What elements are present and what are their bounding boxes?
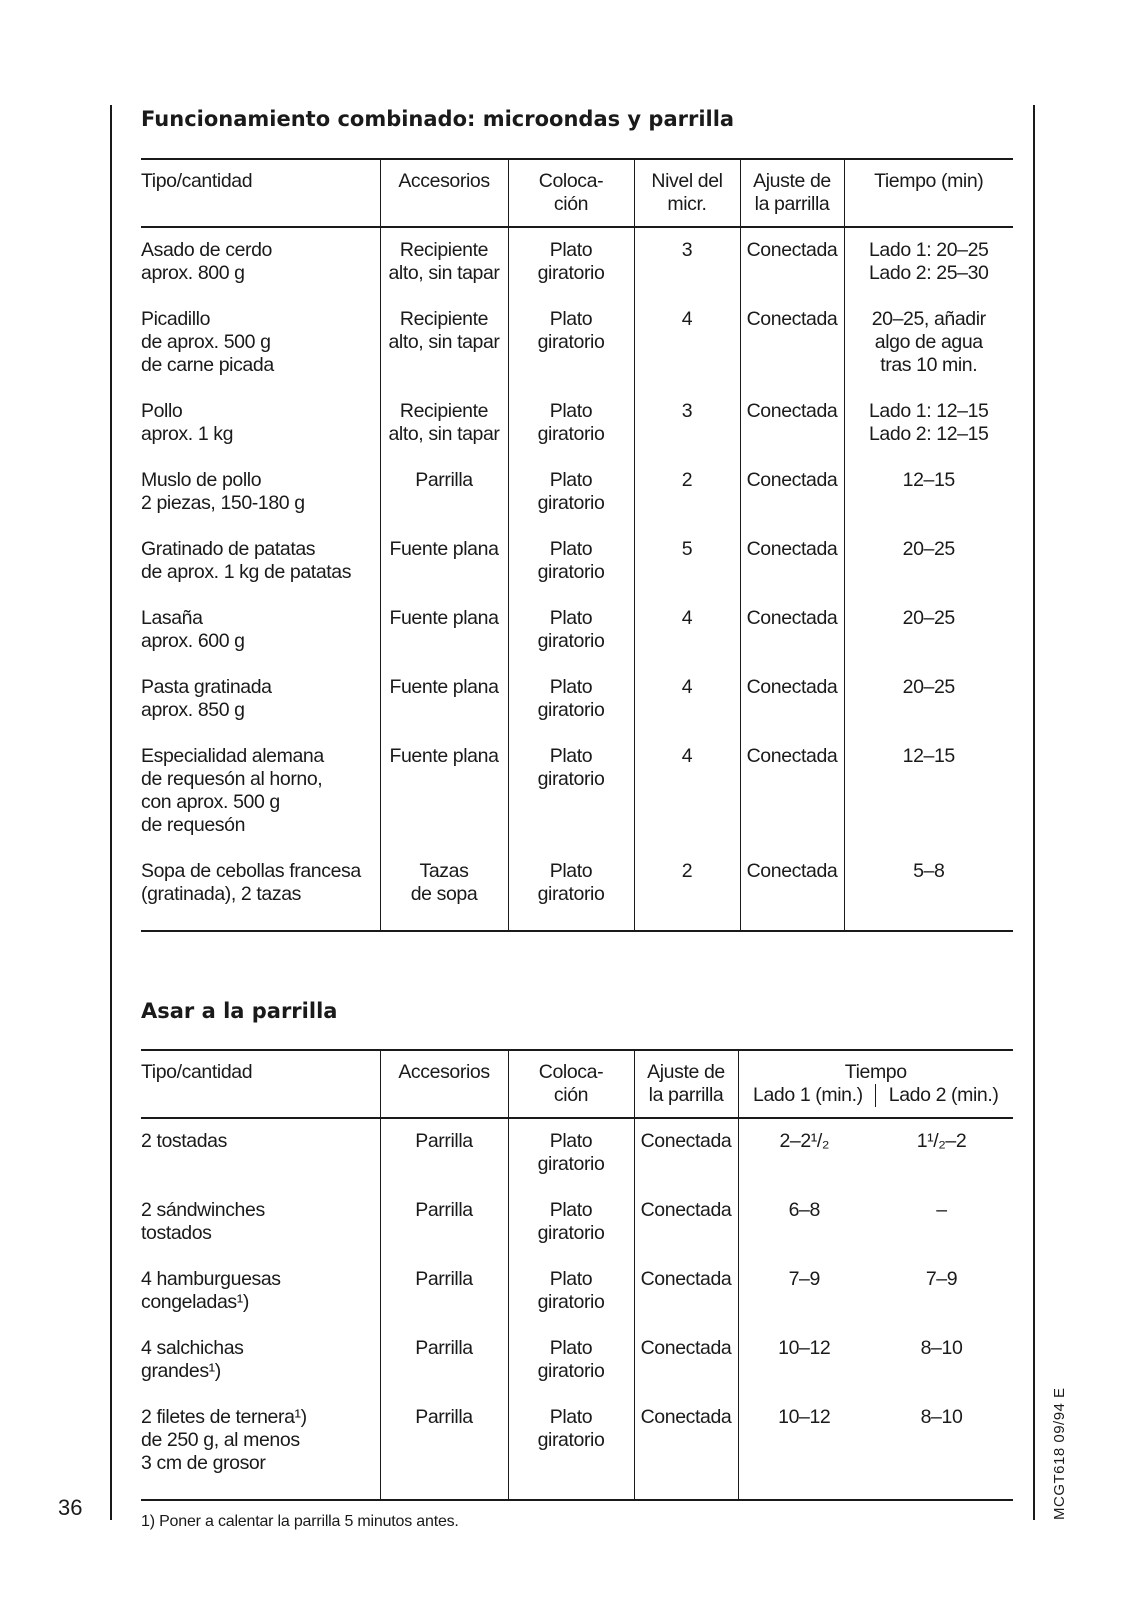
table-cell: 8–10 xyxy=(920,1406,963,1428)
table-cell: Plato giratorio xyxy=(508,1118,634,1197)
table-cell: Plato giratorio xyxy=(508,536,634,605)
table-cell: 4 xyxy=(634,306,740,398)
column-header: Tiempo (min) xyxy=(844,159,1013,227)
table-cell: Asado de cerdo aprox. 800 g xyxy=(141,227,380,306)
table-cell: 5 xyxy=(634,536,740,605)
table-cell: 2 tostadas xyxy=(141,1118,380,1197)
table-cell: Conectada xyxy=(634,1404,738,1500)
table-cell: – xyxy=(936,1199,947,1221)
left-margin-rule xyxy=(110,105,112,1520)
table-row xyxy=(141,227,1013,306)
table-cell: Parrilla xyxy=(380,1197,508,1266)
table-cell: Conectada xyxy=(740,306,844,398)
table-cell: Plato giratorio xyxy=(508,227,634,306)
table-cell: Conectada xyxy=(740,858,844,931)
table-cell: 12–15 xyxy=(902,469,955,491)
table-cell: Parrilla xyxy=(380,1404,508,1500)
combined-cooking-table xyxy=(141,158,1013,932)
column-header: Ajuste de la parrilla xyxy=(740,159,844,227)
table-cell: Sopa de cebollas francesa (gratinada), 2 tazas xyxy=(141,858,380,931)
table-cell: 2–2¹/₂ xyxy=(779,1130,830,1152)
table-cell: 8–10 xyxy=(920,1337,963,1359)
table-cell: Fuente plana xyxy=(380,605,508,674)
table-row xyxy=(141,743,1013,858)
table-cell: Especialidad alemana de requesón al horno, con aprox. 500 g de requesón xyxy=(141,743,380,858)
table-cell: 1¹/₂–2 xyxy=(916,1130,967,1152)
section-title-combined: Funcionamiento combinado: microondas y parrilla xyxy=(141,107,735,131)
table-cell: Plato giratorio xyxy=(508,467,634,536)
table-row xyxy=(141,467,1013,536)
table-row xyxy=(141,1404,1013,1500)
table-cell: 20–25 xyxy=(902,607,955,629)
section-title-grill: Asar a la parrilla xyxy=(141,999,338,1023)
column-header: Accesorios xyxy=(380,159,508,227)
table-cell: 4 hamburguesas congeladas¹) xyxy=(141,1266,380,1335)
table-cell: 3 xyxy=(634,398,740,467)
grill-table xyxy=(141,1049,1013,1501)
table-cell: Plato giratorio xyxy=(508,1404,634,1500)
table-cell: 5–8 xyxy=(913,860,945,882)
table-cell: 4 xyxy=(634,743,740,858)
table-row xyxy=(141,858,1013,931)
table-cell: Recipiente alto, sin tapar xyxy=(380,227,508,306)
table-cell: Muslo de pollo 2 piezas, 150-180 g xyxy=(141,467,380,536)
table-cell: Picadillo de aprox. 500 g de carne picada xyxy=(141,306,380,398)
column-header: Accesorios xyxy=(380,1050,508,1118)
footnote: 1) Poner a calentar la parrilla 5 minutos antes. xyxy=(141,1513,459,1530)
table-cell: 2 filetes de ternera¹) de 250 g, al menos 3 cm de grosor xyxy=(141,1404,380,1500)
table-cell: 20–25, añadir algo de agua tras 10 min. xyxy=(871,308,986,376)
table-cell: 12–15 xyxy=(902,745,955,767)
table-cell: 2 sándwinches tostados xyxy=(141,1197,380,1266)
table-row xyxy=(141,674,1013,743)
table-cell: Plato giratorio xyxy=(508,1197,634,1266)
table-cell: Plato giratorio xyxy=(508,1266,634,1335)
table-cell: Recipiente alto, sin tapar xyxy=(380,306,508,398)
table-row xyxy=(141,1197,1013,1266)
table-cell: 2 xyxy=(634,467,740,536)
time-column-header xyxy=(738,1050,1013,1118)
table-cell: 2 xyxy=(634,858,740,931)
time-header-label: Tiempo xyxy=(844,1061,907,1083)
table-row xyxy=(141,306,1013,398)
table-row xyxy=(141,1266,1013,1335)
table-cell: Plato giratorio xyxy=(508,858,634,931)
column-header: Tipo/cantidad xyxy=(141,159,380,227)
table-cell: Fuente plana xyxy=(380,743,508,858)
table-cell: Parrilla xyxy=(380,1266,508,1335)
table-cell: Conectada xyxy=(740,605,844,674)
table-row xyxy=(141,1118,1013,1197)
column-header: Coloca- ción xyxy=(508,1050,634,1118)
column-header: Ajuste de la parrilla xyxy=(634,1050,738,1118)
table-cell: Gratinado de patatas de aprox. 1 kg de patatas xyxy=(141,536,380,605)
table-header-row xyxy=(141,1050,1013,1118)
table-cell: Conectada xyxy=(634,1118,738,1197)
table-cell: 20–25 xyxy=(902,538,955,560)
table-cell: 4 salchichas grandes¹) xyxy=(141,1335,380,1404)
column-header: Tipo/cantidad xyxy=(141,1050,380,1118)
table-cell: Conectada xyxy=(740,536,844,605)
table-cell: Lado 1: 12–15 Lado 2: 12–15 xyxy=(868,400,989,445)
table-cell: Conectada xyxy=(740,467,844,536)
table-cell: 4 xyxy=(634,605,740,674)
table-cell: Pasta gratinada aprox. 850 g xyxy=(141,674,380,743)
table-cell: Plato giratorio xyxy=(508,1335,634,1404)
table-cell: Conectada xyxy=(634,1335,738,1404)
table-row xyxy=(141,398,1013,467)
table-cell: Conectada xyxy=(740,743,844,858)
table-cell: Lado 1: 20–25 Lado 2: 25–30 xyxy=(868,239,989,284)
table-cell: Parrilla xyxy=(380,1335,508,1404)
table-cell: 4 xyxy=(634,674,740,743)
table-cell: 10–12 xyxy=(778,1406,831,1428)
table-cell: Conectada xyxy=(740,227,844,306)
table-cell: 7–9 xyxy=(925,1268,958,1290)
table-cell: Plato giratorio xyxy=(508,605,634,674)
page-number: 36 xyxy=(58,1495,83,1520)
table-cell: Lasaña aprox. 600 g xyxy=(141,605,380,674)
table-cell: Plato giratorio xyxy=(508,674,634,743)
table-cell: Plato giratorio xyxy=(508,398,634,467)
table-cell: Parrilla xyxy=(380,1118,508,1197)
table-cell: Tazas de sopa xyxy=(380,858,508,931)
table-cell: Plato giratorio xyxy=(508,306,634,398)
table-cell: Conectada xyxy=(740,674,844,743)
table-row xyxy=(141,605,1013,674)
side2-subheader: Lado 2 (min.) xyxy=(888,1084,999,1106)
table-row xyxy=(141,536,1013,605)
table-cell: Recipiente alto, sin tapar xyxy=(380,398,508,467)
table-cell: 10–12 xyxy=(778,1337,831,1359)
table-cell: 20–25 xyxy=(902,676,955,698)
table-cell: 3 xyxy=(634,227,740,306)
table-cell: Conectada xyxy=(740,398,844,467)
document-code: MCGT618 09/94 E xyxy=(1051,1387,1068,1520)
table-cell: Conectada xyxy=(634,1197,738,1266)
table-cell: 7–9 xyxy=(788,1268,820,1290)
table-cell: Parrilla xyxy=(380,467,508,536)
table-header-row xyxy=(141,159,1013,227)
table-cell: Fuente plana xyxy=(380,536,508,605)
table-cell: Conectada xyxy=(634,1266,738,1335)
time-subheaders xyxy=(741,1084,1012,1107)
table-cell: Pollo aprox. 1 kg xyxy=(141,398,380,467)
table-cell: Fuente plana xyxy=(380,674,508,743)
table-cell: 6–8 xyxy=(788,1199,820,1221)
table-row xyxy=(141,1335,1013,1404)
column-header: Nivel del micr. xyxy=(634,159,740,227)
table-cell: Plato giratorio xyxy=(508,743,634,858)
right-margin-rule xyxy=(1033,105,1035,1520)
column-header: Coloca- ción xyxy=(508,159,634,227)
side1-subheader: Lado 1 (min.) xyxy=(741,1084,877,1107)
